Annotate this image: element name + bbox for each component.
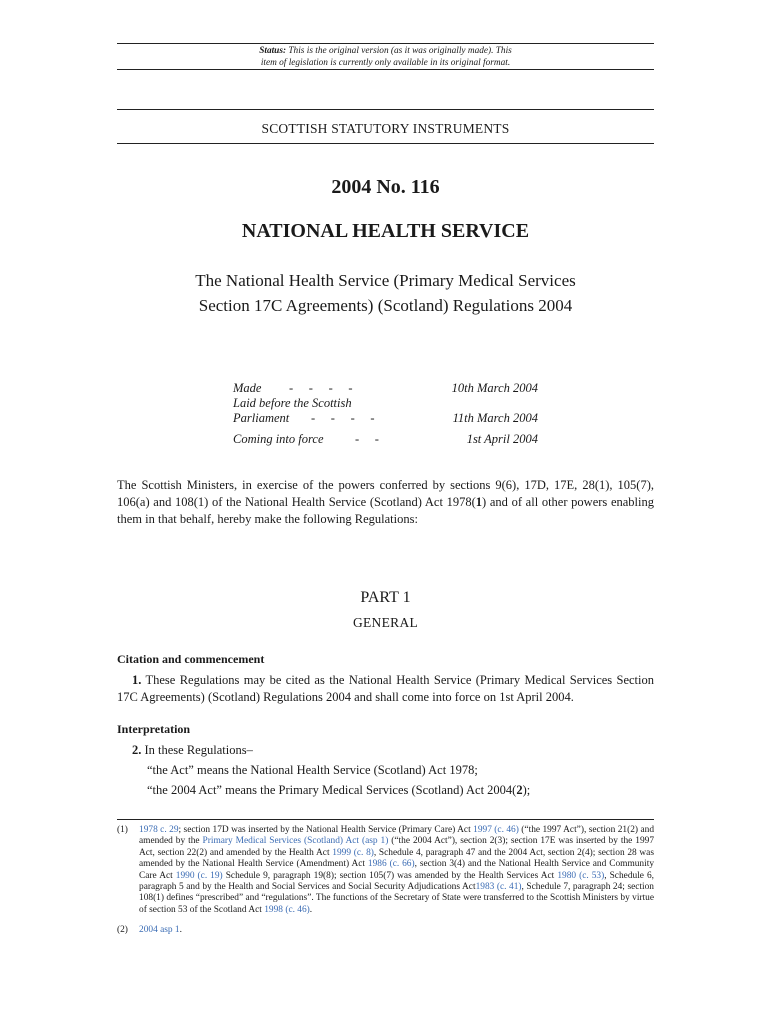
laid-date: 11th March 2004 bbox=[452, 411, 538, 425]
regulation-1-number: 1. bbox=[132, 673, 142, 687]
citation-link[interactable]: 1983 (c. 41) bbox=[475, 882, 522, 893]
footnote-text: , Schedule 4, paragraph 47 and the 2004 Act, section 2(4); section 28 was amended by the National Health Service (Amendment) Act bbox=[139, 847, 654, 870]
citation-link[interactable]: 2004 asp 1 bbox=[139, 925, 180, 935]
definition-the-act: “the Act” means the National Health Service (Scotland) Act 1978; bbox=[147, 763, 478, 777]
footnote-rule bbox=[117, 819, 654, 820]
instrument-number: 2004 No. 116 bbox=[331, 176, 440, 198]
definition-2004-act-end: ); bbox=[522, 783, 531, 797]
footnote-text: (“the 2004 Act”), section 2(3); section 17E was inserted by the 1997 Act, section 22(2) and amended by the Health Act bbox=[139, 836, 655, 858]
title-line-2: Section 17C Agreements) (Scotland) Regulations 2004 bbox=[198, 296, 573, 315]
footnote-ref-1[interactable]: 1 bbox=[475, 495, 483, 509]
preamble bbox=[117, 477, 654, 528]
series-bottom-rule bbox=[117, 143, 654, 144]
laid-row-1 bbox=[233, 396, 538, 411]
footnote-text: . bbox=[179, 925, 182, 935]
laid-row-2 bbox=[233, 411, 538, 426]
regulation-2-intro: In these Regulations– bbox=[141, 743, 253, 757]
interpretation-heading: Interpretation bbox=[117, 722, 191, 736]
laid-label-1: Laid before the Scottish bbox=[233, 396, 352, 410]
citation-heading: Citation and commencement bbox=[117, 652, 265, 666]
status-text-line2: item of legislation is currently only available in its original format. bbox=[260, 58, 511, 68]
preamble-text-after: ) and of all other powers enabling them in that behalf, hereby make the following Regulations: bbox=[117, 495, 654, 526]
top-rule bbox=[117, 43, 654, 44]
status-label: Status: bbox=[259, 46, 287, 56]
dates-block bbox=[233, 381, 538, 447]
part-name: GENERAL bbox=[352, 615, 419, 630]
regulation-1 bbox=[117, 672, 654, 706]
footnote-1-mark: (1) bbox=[117, 825, 128, 835]
footnote-2-mark: (2) bbox=[117, 925, 128, 935]
status-rule bbox=[117, 69, 654, 70]
footnote-2-body bbox=[139, 925, 654, 936]
title-line-1: The National Health Service (Primary Medical Services bbox=[195, 271, 576, 290]
citation-link[interactable]: 1978 c. 29 bbox=[139, 825, 179, 835]
citation-link[interactable]: 1990 (c. 19) bbox=[175, 870, 223, 881]
footnote-text: . bbox=[309, 904, 313, 915]
footnote-text: , Schedule 6, paragraph 5 and by the Health and Social Services and Social Security Adjudications Act bbox=[139, 870, 655, 893]
regulation-2-number: 2. bbox=[132, 743, 142, 757]
made-dashes: - - - - bbox=[289, 381, 353, 395]
regulation-1-text: These Regulations may be cited as the National Health Service (Primary Medical Services Section 17C Agreements) (Scotland) Regulations 2004 and shall come into force on 1st April 2004. bbox=[117, 673, 654, 704]
force-row bbox=[233, 432, 538, 447]
preamble-text-before: The Scottish Ministers, in exercise of the powers conferred by sections 9(6), 17D, 17E, 28(1), 105(7), 106(a) and 108(1) of the National Health Service (Scotland) Act 1978( bbox=[117, 478, 654, 509]
footnote-2 bbox=[117, 925, 654, 936]
force-dashes: - - bbox=[355, 432, 379, 446]
footnote-text: , section 3(4) and the National Health Service and Community Care Act bbox=[139, 859, 655, 881]
footnote-1-body bbox=[139, 825, 654, 916]
regulation-title bbox=[117, 268, 654, 318]
citation-link[interactable]: 1986 (c. 66) bbox=[367, 859, 415, 870]
citation-link[interactable]: 1997 (c. 46) bbox=[473, 825, 519, 835]
subject-heading: NATIONAL HEALTH SERVICE bbox=[241, 220, 530, 242]
footnote-1 bbox=[117, 825, 654, 916]
regulation-2 bbox=[117, 742, 654, 759]
status-note bbox=[117, 45, 654, 69]
footnote-text: Schedule 9, paragraph 19(8); section 105(7) was amended by the Health Services Act bbox=[222, 870, 558, 881]
force-date: 1st April 2004 bbox=[466, 432, 538, 446]
series-top-rule bbox=[117, 109, 654, 110]
definition-2004-act bbox=[147, 782, 530, 799]
footnote-text: , Schedule 7, paragraph 24; section 108(1) defines “prescribed” and “regulations”. The functions of the Secretary of State were transferred to the Scottish Ministers by virtue of section 53 of the Scotland Act bbox=[139, 882, 654, 915]
part-title: PART 1 bbox=[360, 589, 411, 606]
footnote-text: (“the 1997 Act”), section 21(2) and amended by the bbox=[139, 825, 655, 847]
citation-link[interactable]: 1998 (c. 46) bbox=[264, 904, 310, 915]
force-label: Coming into force bbox=[233, 432, 324, 446]
status-text-line1: This is the original version (as it was originally made). This bbox=[288, 46, 512, 56]
citation-link[interactable]: 1980 (c. 53) bbox=[557, 870, 605, 881]
laid-dashes: - - - - bbox=[311, 411, 375, 425]
footnote-text: ; section 17D was inserted by the National Health Service (Primary Care) Act bbox=[178, 825, 474, 835]
footnote-ref-2[interactable]: 2 bbox=[516, 783, 523, 797]
made-label: Made bbox=[233, 381, 262, 395]
series-heading: SCOTTISH STATUTORY INSTRUMENTS bbox=[261, 121, 510, 136]
definition-2004-act-text: “the 2004 Act” means the Primary Medical Services (Scotland) Act 2004( bbox=[147, 783, 517, 797]
citation-link[interactable]: Primary Medical Services (Scotland) Act (asp 1) bbox=[202, 836, 389, 847]
citation-link[interactable]: 1999 (c. 8) bbox=[332, 847, 374, 858]
made-date: 10th March 2004 bbox=[451, 381, 538, 395]
made-row bbox=[233, 381, 538, 396]
laid-label-2: Parliament bbox=[233, 411, 290, 425]
